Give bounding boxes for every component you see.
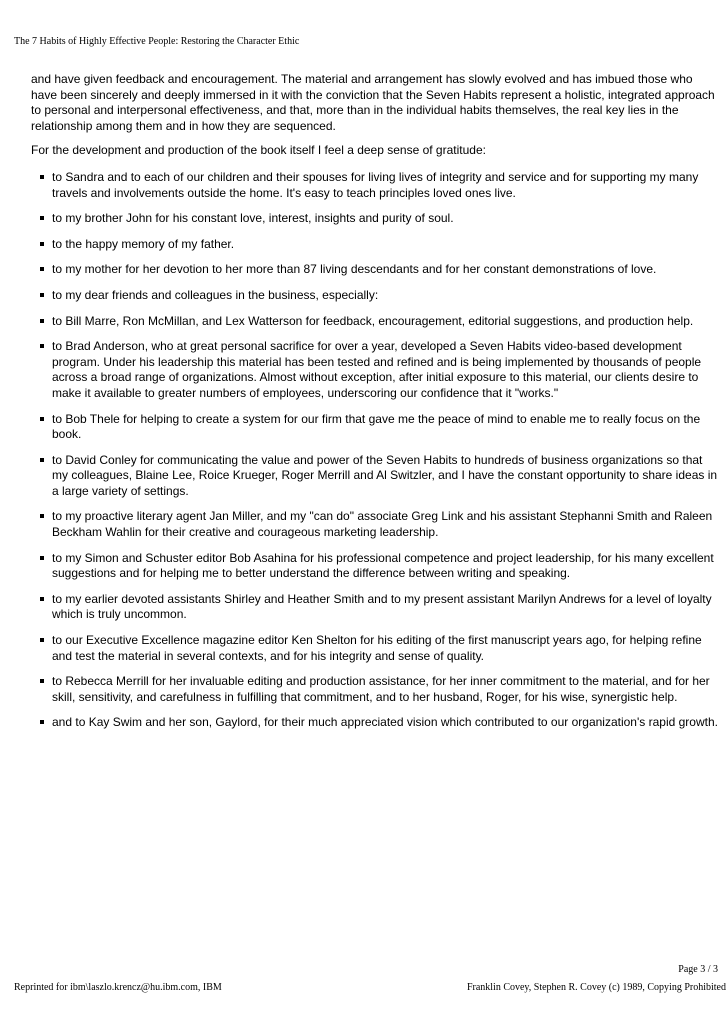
paragraph-intro: and have given feedback and encouragement. The material and arrangement has slowly evolved and has imbued those who have been sincerely and deeply immersed in it with the conviction that the Seven Habits represent a holistic, integrated approach to personal and interpersonal effectiveness, and that, more than in the individual habits themselves, the real key lies in the relationship among them and in how they are sequenced. [31,72,715,133]
list-item-text: to Brad Anderson, who at great personal sacrifice for over a year, developed a Seven Habits video-based development program. Under his leadership this material has been tested and refined and is being implemented by thousands of people across a broad range of organizations. Almost without exception, after initial exposure to this material, our clients desire to make it available to greater numbers of employees, underscoring our confidence that it "works." [52,339,702,400]
list-item-text: to my proactive literary agent Jan Miller, and my "can do" associate Greg Link and his assistant Stephanni Smith and Raleen Beckham Wahlin for their creative and courageous marketing leadership. [52,509,713,540]
list-item [31,262,721,278]
list-item [31,633,721,664]
bullet-icon [40,458,44,462]
bullet-icon [40,597,44,601]
bullet-icon [40,638,44,642]
bullet-icon [40,242,44,246]
list-item [31,551,721,582]
list-item [31,211,721,227]
footer-copyright: Franklin Covey, Stephen R. Covey (c) 1989, Copying Prohibited [466,982,726,993]
bullet-icon [40,720,44,724]
list-item-text: to my Simon and Schuster editor Bob Asahina for his professional competence and project leadership, for his many excellent suggestions and for helping me to better understand the difference between writing and speaking. [52,550,714,581]
bullet-icon [40,679,44,683]
list-item-text: to Sandra and to each of our children and their spouses for living lives of integrity and service and for supporting my many travels and involvements outside the home. It's easy to teach principles loved ones live. [52,169,699,200]
list-item-text: to my earlier devoted assistants Shirley and Heather Smith and to my present assistant Marilyn Andrews for a level of loyalty which is truly uncommon. [52,591,712,622]
bullet-icon [40,344,44,348]
bullet-icon [40,293,44,297]
paragraph-gratitude: For the development and production of the book itself I feel a deep sense of gratitude: [31,143,486,158]
acknowledgements-list [31,170,721,731]
footer-reprint-notice: Reprinted for ibm\laszlo.krencz@hu.ibm.com, IBM [14,982,222,993]
bullet-icon [40,319,44,323]
document-body [31,72,721,741]
list-item-text: to Bob Thele for helping to create a system for our firm that gave me the peace of mind to enable me to really focus on the book. [52,411,701,442]
bullet-icon [40,216,44,220]
list-item [31,412,721,443]
list-item-text: to Bill Marre, Ron McMillan, and Lex Watterson for feedback, encouragement, editorial suggestions, and production help. [52,313,694,328]
list-item-text: to my dear friends and colleagues in the business, especially: [52,287,379,302]
list-item [31,288,721,304]
bullet-icon [40,175,44,179]
list-item-text: to Rebecca Merrill for her invaluable editing and production assistance, for her inner commitment to the material, and for her skill, sensitivity, and carefulness in fulfilling that commitment, and to her husband, Roger, for his wise, synergistic help. [52,674,710,704]
list-item-text: to David Conley for communicating the value and power of the Seven Habits to hundreds of business organizations so that my colleagues, Blaine Lee, Roice Krueger, Roger Merrill and Al Switzler, and I have the constant opportunity to share ideas in a large variety of settings. [52,452,718,498]
list-item [31,674,721,705]
list-item-text: and to Kay Swim and her son, Gaylord, for their much appreciated vision which contributed to our organization's rapid growth. [52,715,718,730]
list-item-text: to my mother for her devotion to her more than 87 living descendants and for her constant demonstrations of love. [52,262,657,277]
list-item [31,314,721,330]
list-item [31,592,721,623]
list-item-text: to my brother John for his constant love, interest, insights and purity of soul. [52,211,454,226]
list-item-text: to the happy memory of my father. [52,236,235,251]
bullet-icon [40,417,44,421]
page-header-title: The 7 Habits of Highly Effective People: Restoring the Character Ethic [14,36,300,47]
list-item [31,170,721,201]
bullet-icon [40,556,44,560]
list-item [31,237,721,253]
list-item [31,509,721,540]
list-item [31,453,721,500]
page-number: Page 3 / 3 [678,964,718,975]
list-item [31,339,721,401]
list-item-text: to our Executive Excellence magazine editor Ken Shelton for his editing of the first manuscript years ago, for helping refine and test the material in several contexts, and for his integrity and sense of quality. [52,633,702,663]
bullet-icon [40,514,44,518]
bullet-icon [40,267,44,271]
list-item [31,715,721,731]
